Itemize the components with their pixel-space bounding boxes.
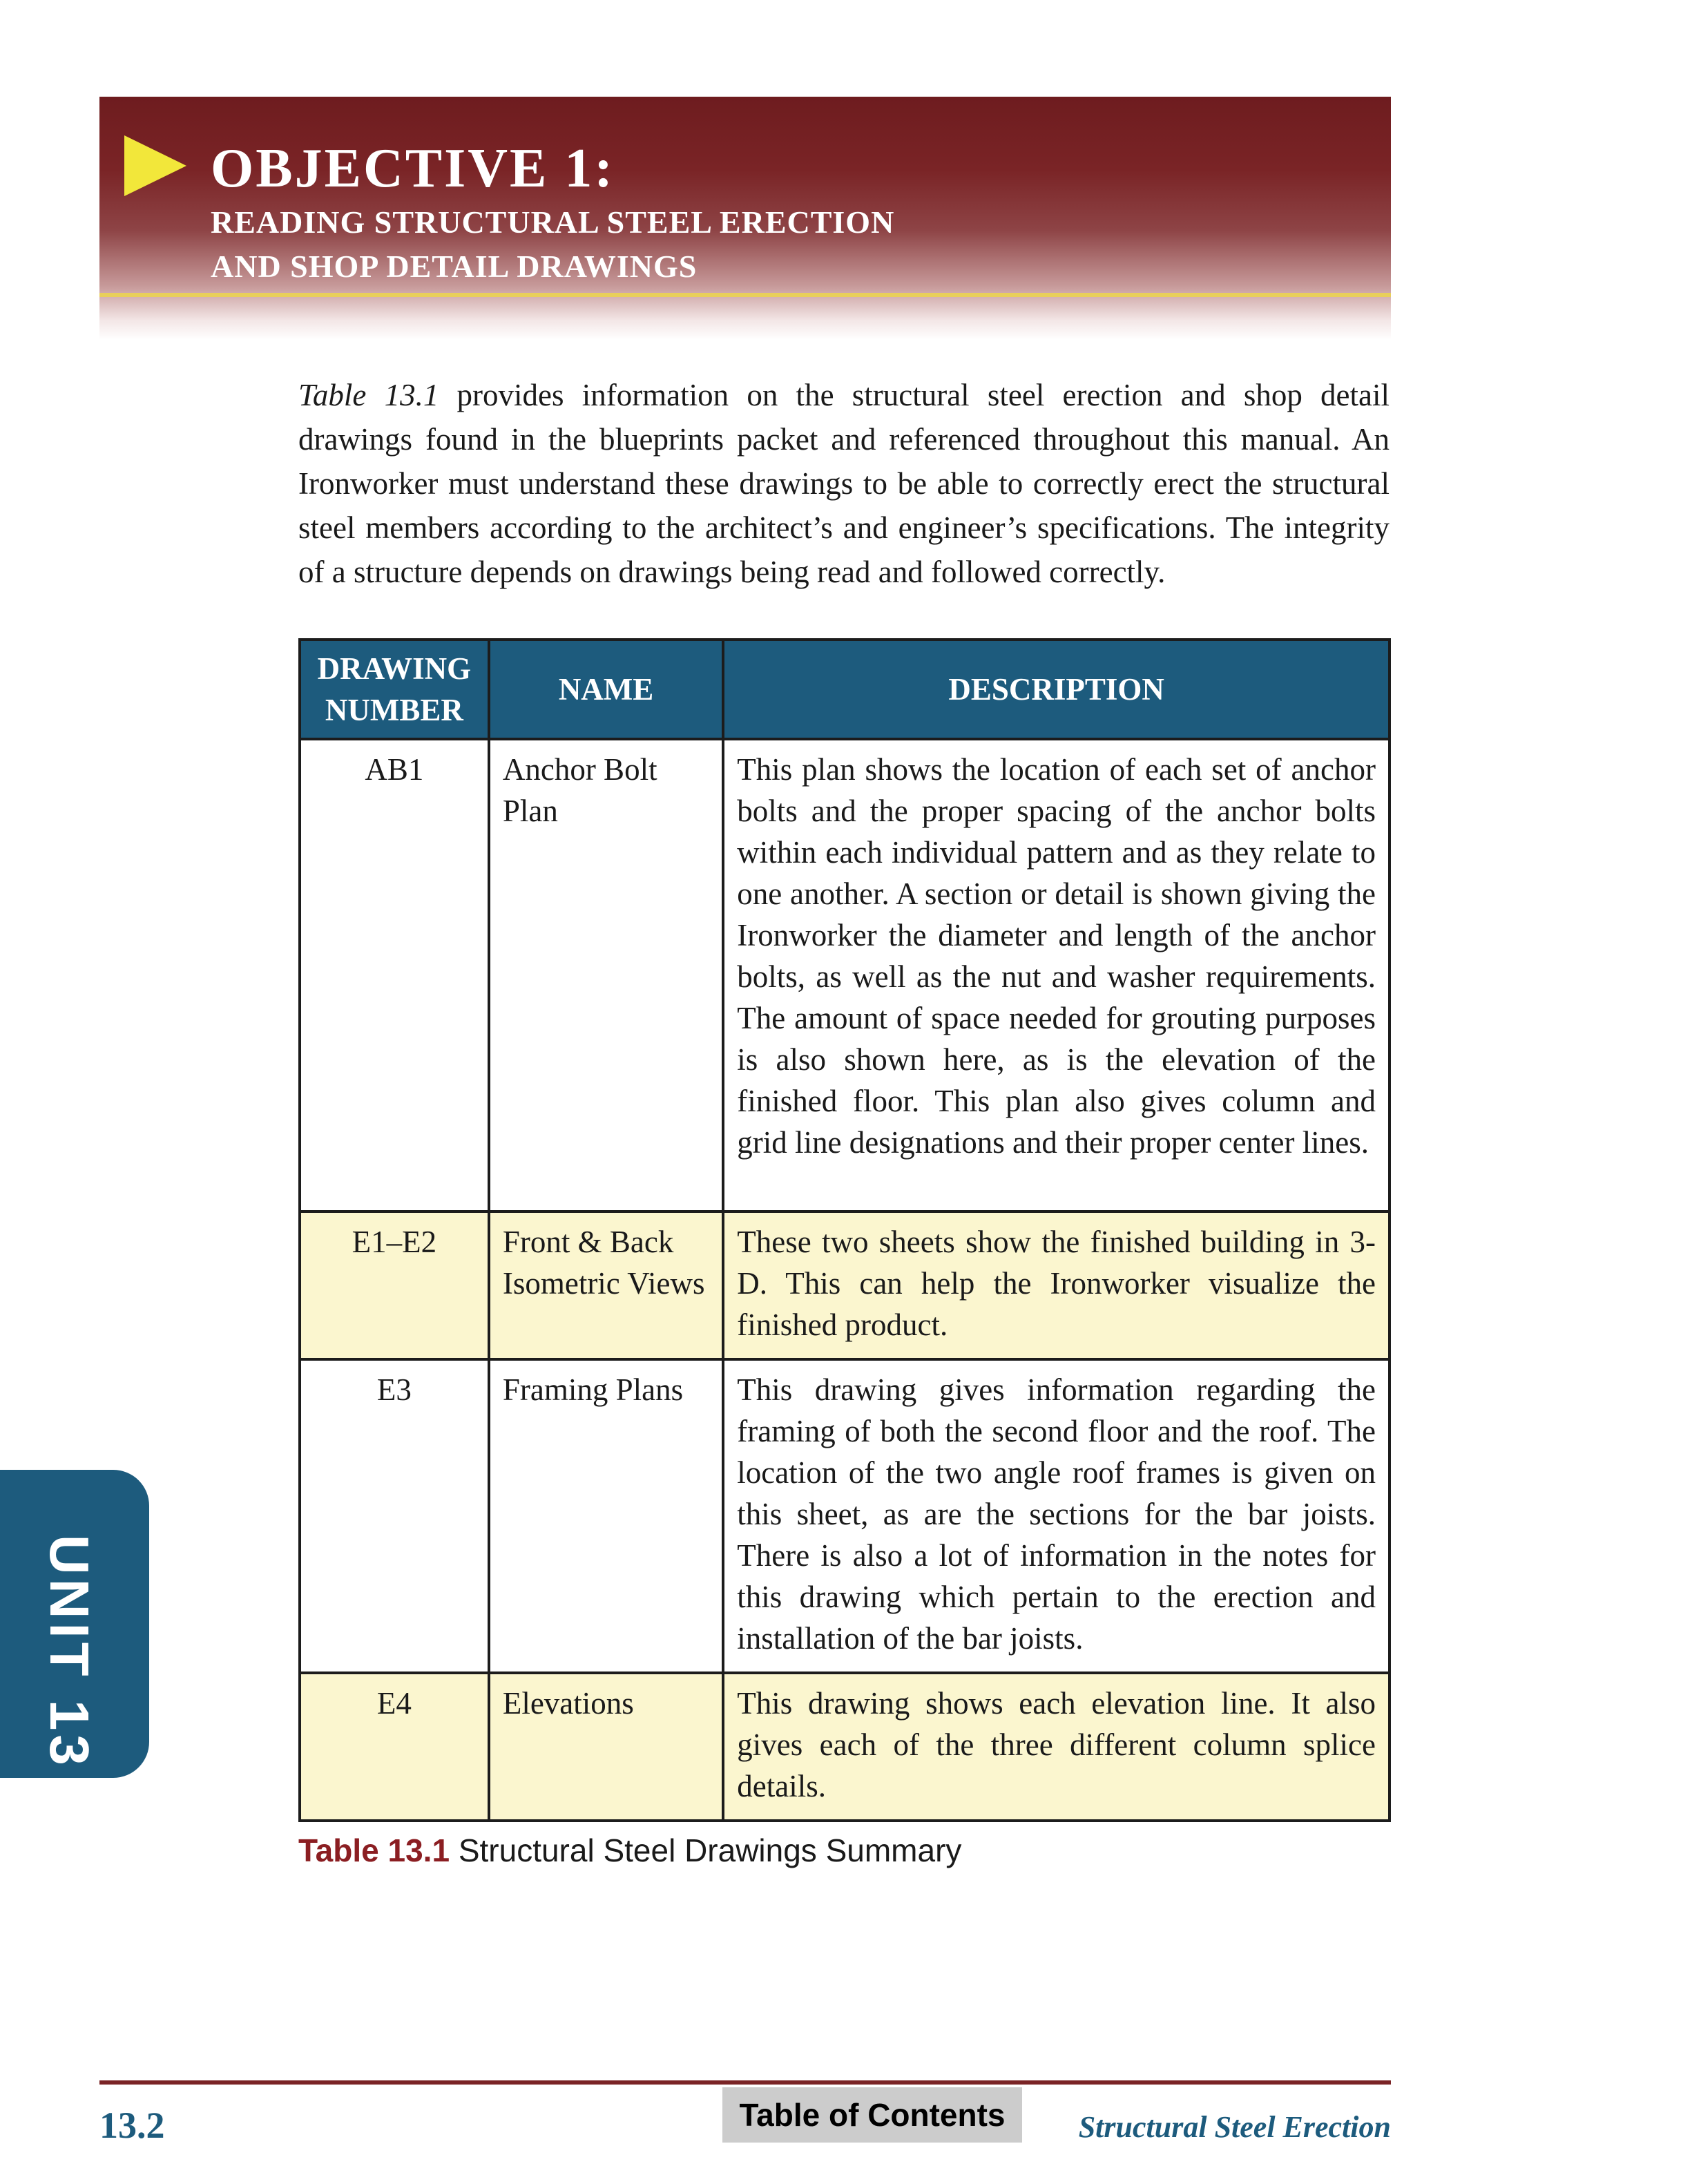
table-caption-text: Structural Steel Drawings Summary bbox=[450, 1832, 962, 1868]
intro-table-reference: Table 13.1 bbox=[298, 378, 439, 412]
row-number: AB1 bbox=[300, 739, 489, 1211]
header-name: NAME bbox=[489, 640, 723, 739]
header-drawing-number bbox=[300, 640, 489, 739]
intro-paragraph bbox=[298, 373, 1390, 594]
table-row bbox=[300, 739, 1390, 1211]
table-row bbox=[300, 1211, 1390, 1359]
triangle-arrow-icon bbox=[124, 135, 186, 196]
footer-book-title: Structural Steel Erection bbox=[1078, 2110, 1391, 2144]
table-caption-label: Table 13.1 bbox=[298, 1832, 450, 1868]
table-caption bbox=[298, 1832, 961, 1869]
objective-subtitle-line2: AND SHOP DETAIL DRAWINGS bbox=[211, 249, 698, 284]
objective-subtitle bbox=[211, 200, 894, 289]
unit-side-tab-label: UNIT 13 bbox=[39, 1535, 100, 1770]
row-description: These two sheets show the finished building in 3-D. This can help the Ironworker visualize the finished product. bbox=[723, 1211, 1390, 1359]
objective-subtitle-line1: READING STRUCTURAL STEEL ERECTION bbox=[211, 204, 895, 240]
row-number: E1–E2 bbox=[300, 1211, 489, 1359]
banner-divider bbox=[99, 293, 1391, 297]
row-description: This plan shows the location of each set of anchor bolts and the proper spacing of the anchor bolts within each individual pattern and as they relate to one another. A section or detail is shown giving the Ironworker the diameter and length of the anchor bolts, as well as the nut and washer requirements. The amount of space needed for grouting purposes is also shown here, as is the elevation of the finished floor. This plan also gives column and grid line designations and their proper center lines. bbox=[723, 739, 1390, 1211]
header-drawing-number-line2: NUMBER bbox=[325, 693, 463, 727]
row-name: Elevations bbox=[489, 1673, 723, 1821]
intro-text: provides information on the structural steel erection and shop detail drawings found in the blueprints packet and referenced throughout this manual. An Ironworker must understand these drawings to be able to correctly erect the structural steel members according to the architect’s and engineer’s specifications. The integrity of a structure depends on drawings being read and followed correctly. bbox=[298, 378, 1390, 589]
table-row bbox=[300, 1673, 1390, 1821]
table-row bbox=[300, 1359, 1390, 1673]
header-description: DESCRIPTION bbox=[723, 640, 1390, 739]
row-name: Anchor Bolt Plan bbox=[489, 739, 723, 1211]
row-description: This drawing shows each elevation line. It also gives each of the three different column splice details. bbox=[723, 1673, 1390, 1821]
row-number: E4 bbox=[300, 1673, 489, 1821]
objective-title: OBJECTIVE 1: bbox=[211, 138, 615, 199]
row-name: Front & Back Isometric Views bbox=[489, 1211, 723, 1359]
table-of-contents-button[interactable]: Table of Contents bbox=[722, 2087, 1022, 2143]
row-name: Framing Plans bbox=[489, 1359, 723, 1673]
footer-divider bbox=[99, 2080, 1391, 2085]
row-description: This drawing gives information regarding the framing of both the second floor and the roof. The location of the two angle roof frames is given on this sheet, as are the sections for the bar joists. There is also a lot of information in the notes for this drawing which pertain to the erection and installation of the bar joists. bbox=[723, 1359, 1390, 1673]
table-header-row bbox=[300, 640, 1390, 739]
drawings-summary-table bbox=[298, 638, 1391, 1822]
page-number: 13.2 bbox=[99, 2105, 165, 2146]
header-drawing-number-line1: DRAWING bbox=[317, 651, 472, 686]
row-number: E3 bbox=[300, 1359, 489, 1673]
